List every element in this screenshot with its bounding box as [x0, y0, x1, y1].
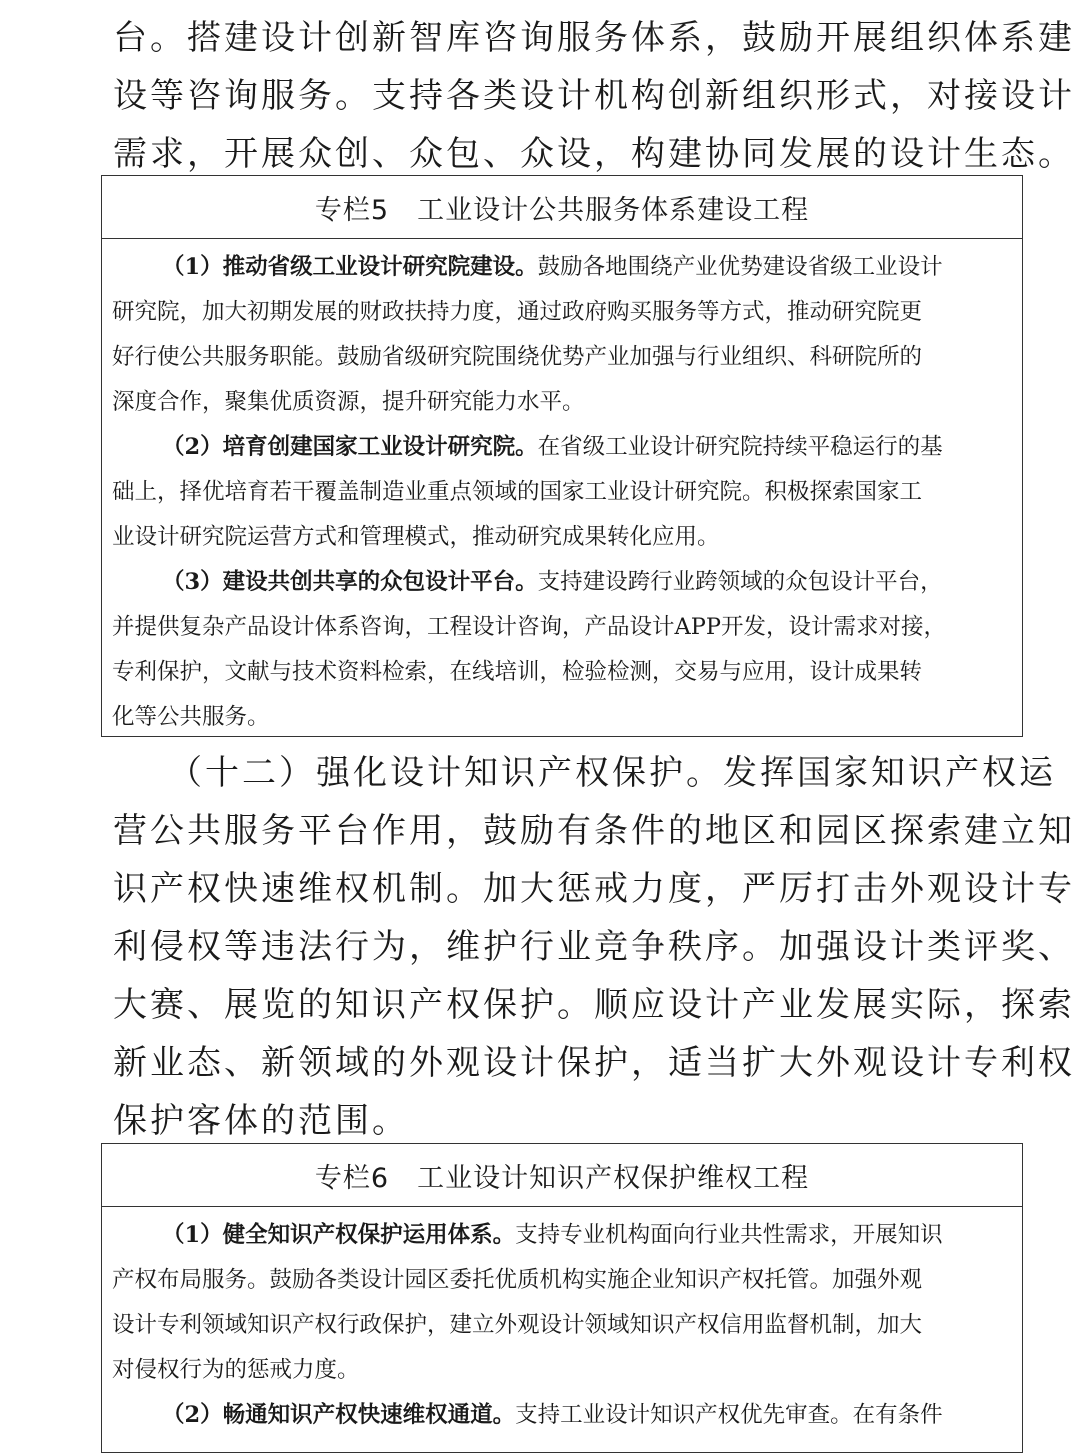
intro-line: 需求，开展众创、众包、众设，构建协同发展的设计生态。	[113, 134, 1075, 174]
section-12-line: 利侵权等违法行为，维护行业竞争秩序。加强设计类评奖、	[113, 927, 1075, 967]
box-item-line: 化等公共服务。	[112, 704, 270, 730]
box-item-line: 专利保护，文献与技术资料检索，在线培训，检验检测，交易与应用，设计成果转	[112, 659, 923, 685]
intro-line: 台。搭建设计创新智库咨询服务体系，鼓励开展组织体系建	[113, 18, 1075, 58]
box-item-text: 鼓励各地围绕产业优势建设省级工业设计	[537, 254, 943, 280]
section-12-line: 识产权快速维权机制。加大惩戒力度，严厉打击外观设计专	[113, 869, 1075, 909]
box-item-text: 支持建设跨行业跨领域的众包设计平台，	[537, 569, 943, 595]
intro-line: 设等咨询服务。支持各类设计机构创新组织形式，对接设计	[113, 76, 1075, 116]
section-12-line: 营公共服务平台作用，鼓励有条件的地区和园区探索建立知	[113, 811, 1075, 851]
column-box-6	[101, 1143, 1023, 1453]
box-item-line	[162, 1393, 943, 1438]
box-item-line	[162, 245, 943, 290]
section-12-line: 新业态、新领域的外观设计保护，适当扩大外观设计专利权	[113, 1043, 1075, 1083]
box-item-heading: （3）建设共创共享的众包设计平台。	[162, 569, 538, 595]
box-item-line	[162, 560, 943, 605]
column-box-6-title: 专栏6 工业设计知识产权保护维权工程	[102, 1144, 1022, 1207]
box-item-line: 深度合作，聚集优质资源，提升研究能力水平。	[112, 389, 585, 415]
box-item-line	[162, 425, 943, 470]
section-12-line: （十二）强化设计知识产权保护。发挥国家知识产权运	[168, 753, 1056, 793]
box-item-line: 础上，择优培育若干覆盖制造业重点领域的国家工业设计研究院。积极探索国家工	[112, 479, 923, 505]
section-12-line: 保护客体的范围。	[113, 1101, 409, 1141]
box-item-text: 支持工业设计知识产权优先审查。在有条件	[515, 1402, 943, 1428]
box-item-heading: （2）培育创建国家工业设计研究院。	[162, 434, 538, 460]
box-item-line: 产权布局服务。鼓励各类设计园区委托优质机构实施企业知识产权托管。加强外观	[112, 1267, 923, 1293]
box-item-heading: （2）畅通知识产权快速维权通道。	[162, 1402, 516, 1428]
box-item-text: 在省级工业设计研究院持续平稳运行的基	[537, 434, 943, 460]
box-item-line: 好行使公共服务职能。鼓励省级研究院围绕优势产业加强与行业组织、科研院所的	[112, 344, 923, 370]
box-item-line	[162, 1213, 943, 1258]
column-box-5-title: 专栏5 工业设计公共服务体系建设工程	[102, 176, 1022, 239]
box-item-line: 研究院，加大初期发展的财政扶持力度，通过政府购买服务等方式，推动研究院更	[112, 299, 923, 325]
section-12-line: 大赛、展览的知识产权保护。顺应设计产业发展实际，探索	[113, 985, 1075, 1025]
box-item-line: 设计专利领域知识产权行政保护，建立外观设计领域知识产权信用监督机制，加大	[112, 1312, 923, 1338]
box-item-heading: （1）健全知识产权保护运用体系。	[162, 1222, 516, 1248]
box-item-line: 并提供复杂产品设计体系咨询，工程设计咨询，产品设计APP开发，设计需求对接，	[112, 614, 947, 640]
box-item-text: 支持专业机构面向行业共性需求，开展知识	[515, 1222, 943, 1248]
column-box-5	[101, 175, 1023, 737]
box-item-line: 业设计研究院运营方式和管理模式，推动研究成果转化应用。	[112, 524, 720, 550]
box-item-heading: （1）推动省级工业设计研究院建设。	[162, 254, 538, 280]
box-item-line: 对侵权行为的惩戒力度。	[112, 1357, 360, 1383]
